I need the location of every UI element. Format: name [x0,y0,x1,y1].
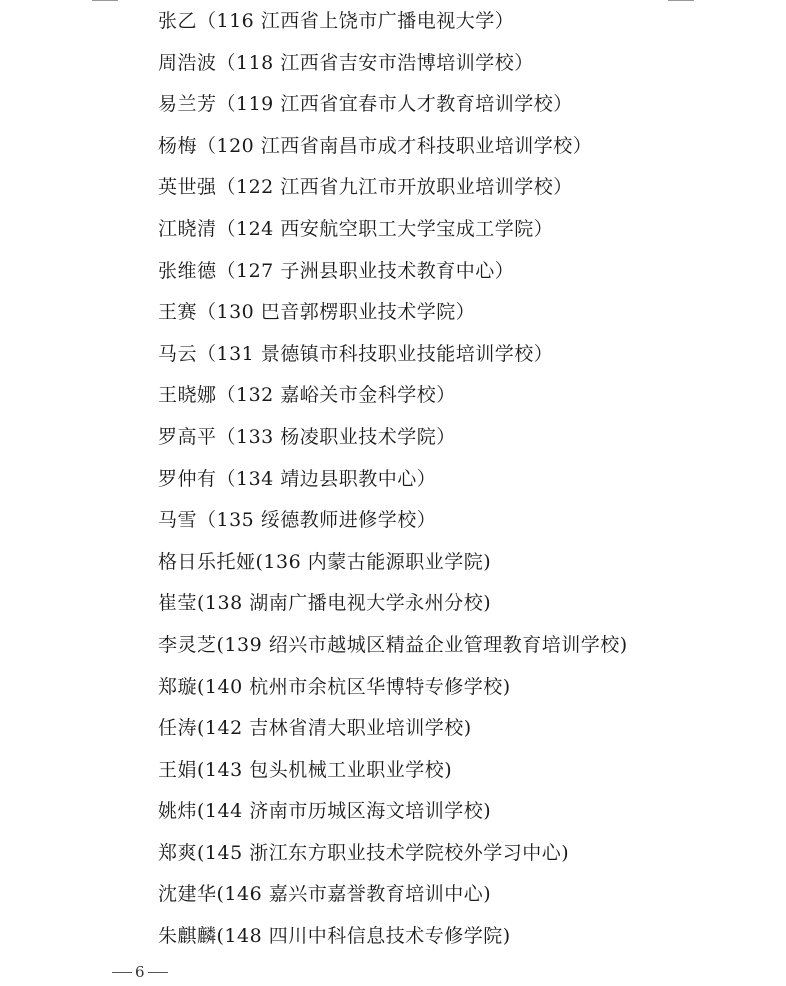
list-item: 朱麒麟(148 四川中科信息技术专修学院) [158,925,511,948]
list-item: 李灵芝(139 绍兴市越城区精益企业管理教育培训学校) [158,633,628,656]
page-number-dash-left [112,972,132,973]
name-list [158,4,628,961]
list-item: 英世强（122 江西省九江市开放职业培训学校） [158,176,573,199]
list-item: 周浩波（118 江西省吉安市浩博培训学校） [158,51,534,74]
list-item: 王娟(143 包头机械工业职业学校) [158,758,453,781]
list-item: 罗仲有（134 靖边县职教中心） [158,467,437,490]
list-item: 郑璇(140 杭州市余杭区华博特专修学校) [158,675,511,698]
page-number-dash-right [148,972,168,973]
crop-mark-left [92,0,118,1]
list-item: 张维德（127 子洲县职业技术教育中心） [158,259,515,282]
list-item: 杨梅（120 江西省南昌市成才科技职业培训学校） [158,134,593,157]
list-item: 郑爽(145 浙江东方职业技术学院校外学习中心) [158,841,570,864]
list-item: 王晓娜（132 嘉峪关市金科学校） [158,384,456,407]
list-item: 易兰芳（119 江西省宜春市人才教育培训学校） [158,93,573,116]
list-item: 姚炜(144 济南市历城区海文培训学校) [158,800,492,823]
crop-mark-right [668,0,694,1]
list-item: 王赛（130 巴音郭楞职业技术学院） [158,301,476,324]
list-item: 马雪（135 绥德教师进修学校） [158,509,437,532]
page-footer [112,962,168,982]
list-item: 罗高平（133 杨凌职业技术学院） [158,425,456,448]
list-item: 沈建华(146 嘉兴市嘉誉教育培训中心) [158,883,492,906]
list-item: 任涛(142 吉林省清大职业培训学校) [158,717,472,740]
list-item: 江晓清（124 西安航空职工大学宝成工学院） [158,217,554,240]
list-item: 崔莹(138 湖南广播电视大学永州分校) [158,592,492,615]
page-number: 6 [135,963,145,981]
list-item: 格日乐托娅(136 内蒙古能源职业学院) [158,550,492,573]
list-item: 马云（131 景德镇市科技职业技能培训学校） [158,342,554,365]
list-item: 张乙（116 江西省上饶市广播电视大学） [158,10,515,32]
